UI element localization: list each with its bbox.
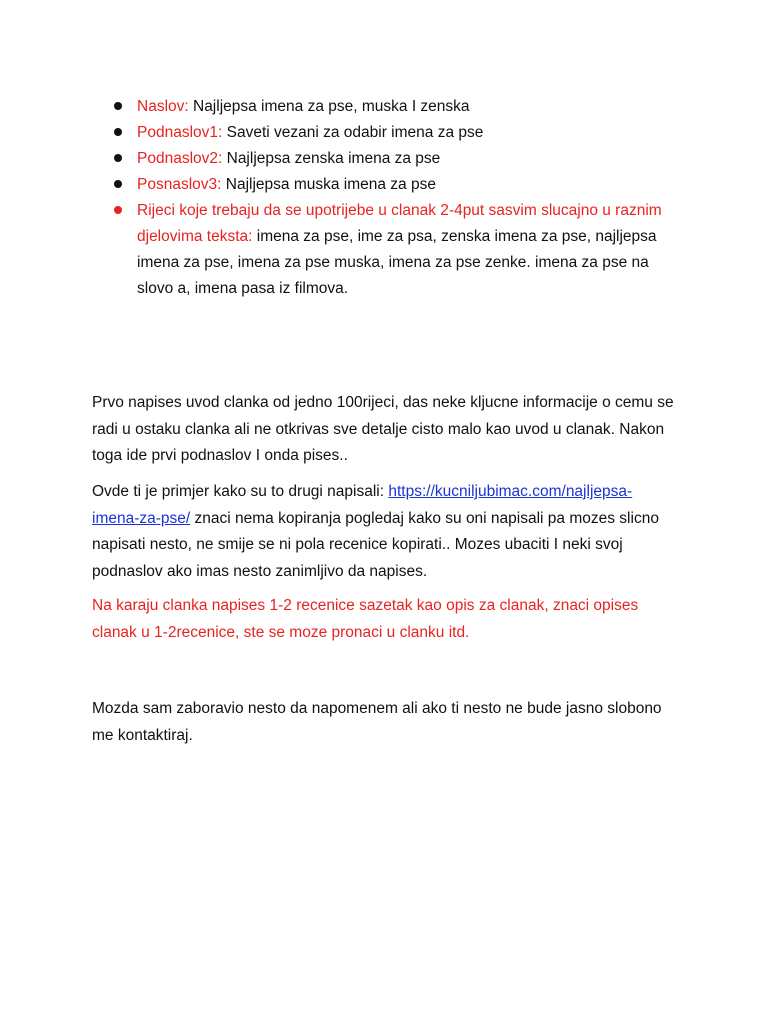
summary-paragraph: Na karaju clanka napises 1-2 recenice sazetak kao opis za clanak, znaci opises clanak u 1-2recenice, ste se moze pronaci u clanku itd.: [92, 597, 639, 641]
item-label: Podnaslov1:: [137, 124, 223, 141]
item-label: Posnaslov3:: [137, 176, 222, 193]
item-text: Najljepsa zenska imena za pse: [222, 150, 441, 167]
example-text-after: znaci nema kopiranja pogledaj kako su oni napisali pa mozes slicno napisati nesto, ne smije se ni pola recenice kopirati.. Mozes ubaciti I neki svoj podnaslov ako imas nesto zanimljivo da napises.: [92, 509, 659, 580]
item-text: imena za pse, ime za psa, zenska imena za pse, najljepsa imena za pse, imena za pse muska, imena za pse zenke. imena za pse na slovo a, imena pasa iz filmova.: [137, 228, 657, 297]
intro-paragraph: Prvo napises uvod clanka od jedno 100rijeci, das neke kljucne informacije o cemu se radi u ostaku clanka ali ne otkrivas sve detalje cisto malo kao uvod u clanak. Nakon toga ide prvi podnaslov I onda pises..: [92, 394, 674, 464]
list-item-posnaslov3: [112, 172, 672, 198]
list-item-podnaslov1: [112, 120, 672, 146]
bullet-icon: [114, 128, 122, 136]
item-label: Podnaslov2:: [137, 150, 223, 167]
bullet-icon: [114, 102, 122, 110]
example-link[interactable]: https://kucniljubimac.com/najljepsa-imena-za-pse/: [92, 483, 633, 527]
list-item-podnaslov2: [112, 146, 672, 172]
item-label: Naslov:: [137, 98, 189, 115]
example-paragraph: [92, 479, 677, 585]
closing-paragraph: Mozda sam zaboravio nesto da napomenem ali ako ti nesto ne bude jasno slobono me kontaktiraj.: [92, 700, 662, 744]
bullet-icon: [114, 206, 122, 214]
item-text: Najljepsa imena za pse, muska I zenska: [188, 98, 470, 115]
example-text-before: Ovde ti je primjer kako su to drugi napisali:: [92, 483, 389, 500]
bullet-icon: [114, 180, 122, 188]
item-text: Saveti vezani za odabir imena za pse: [222, 124, 484, 141]
item-label: Rijeci koje trebaju da se upotrijebe u clanak 2-4put sasvim slucajno u raznim djelovima teksta:: [137, 202, 662, 245]
list-item-naslov: [112, 94, 672, 120]
bullet-icon: [114, 154, 122, 162]
item-text: Najljepsa muska imena za pse: [221, 176, 436, 193]
outline-list: [112, 94, 672, 302]
list-item-keywords: [112, 198, 672, 302]
